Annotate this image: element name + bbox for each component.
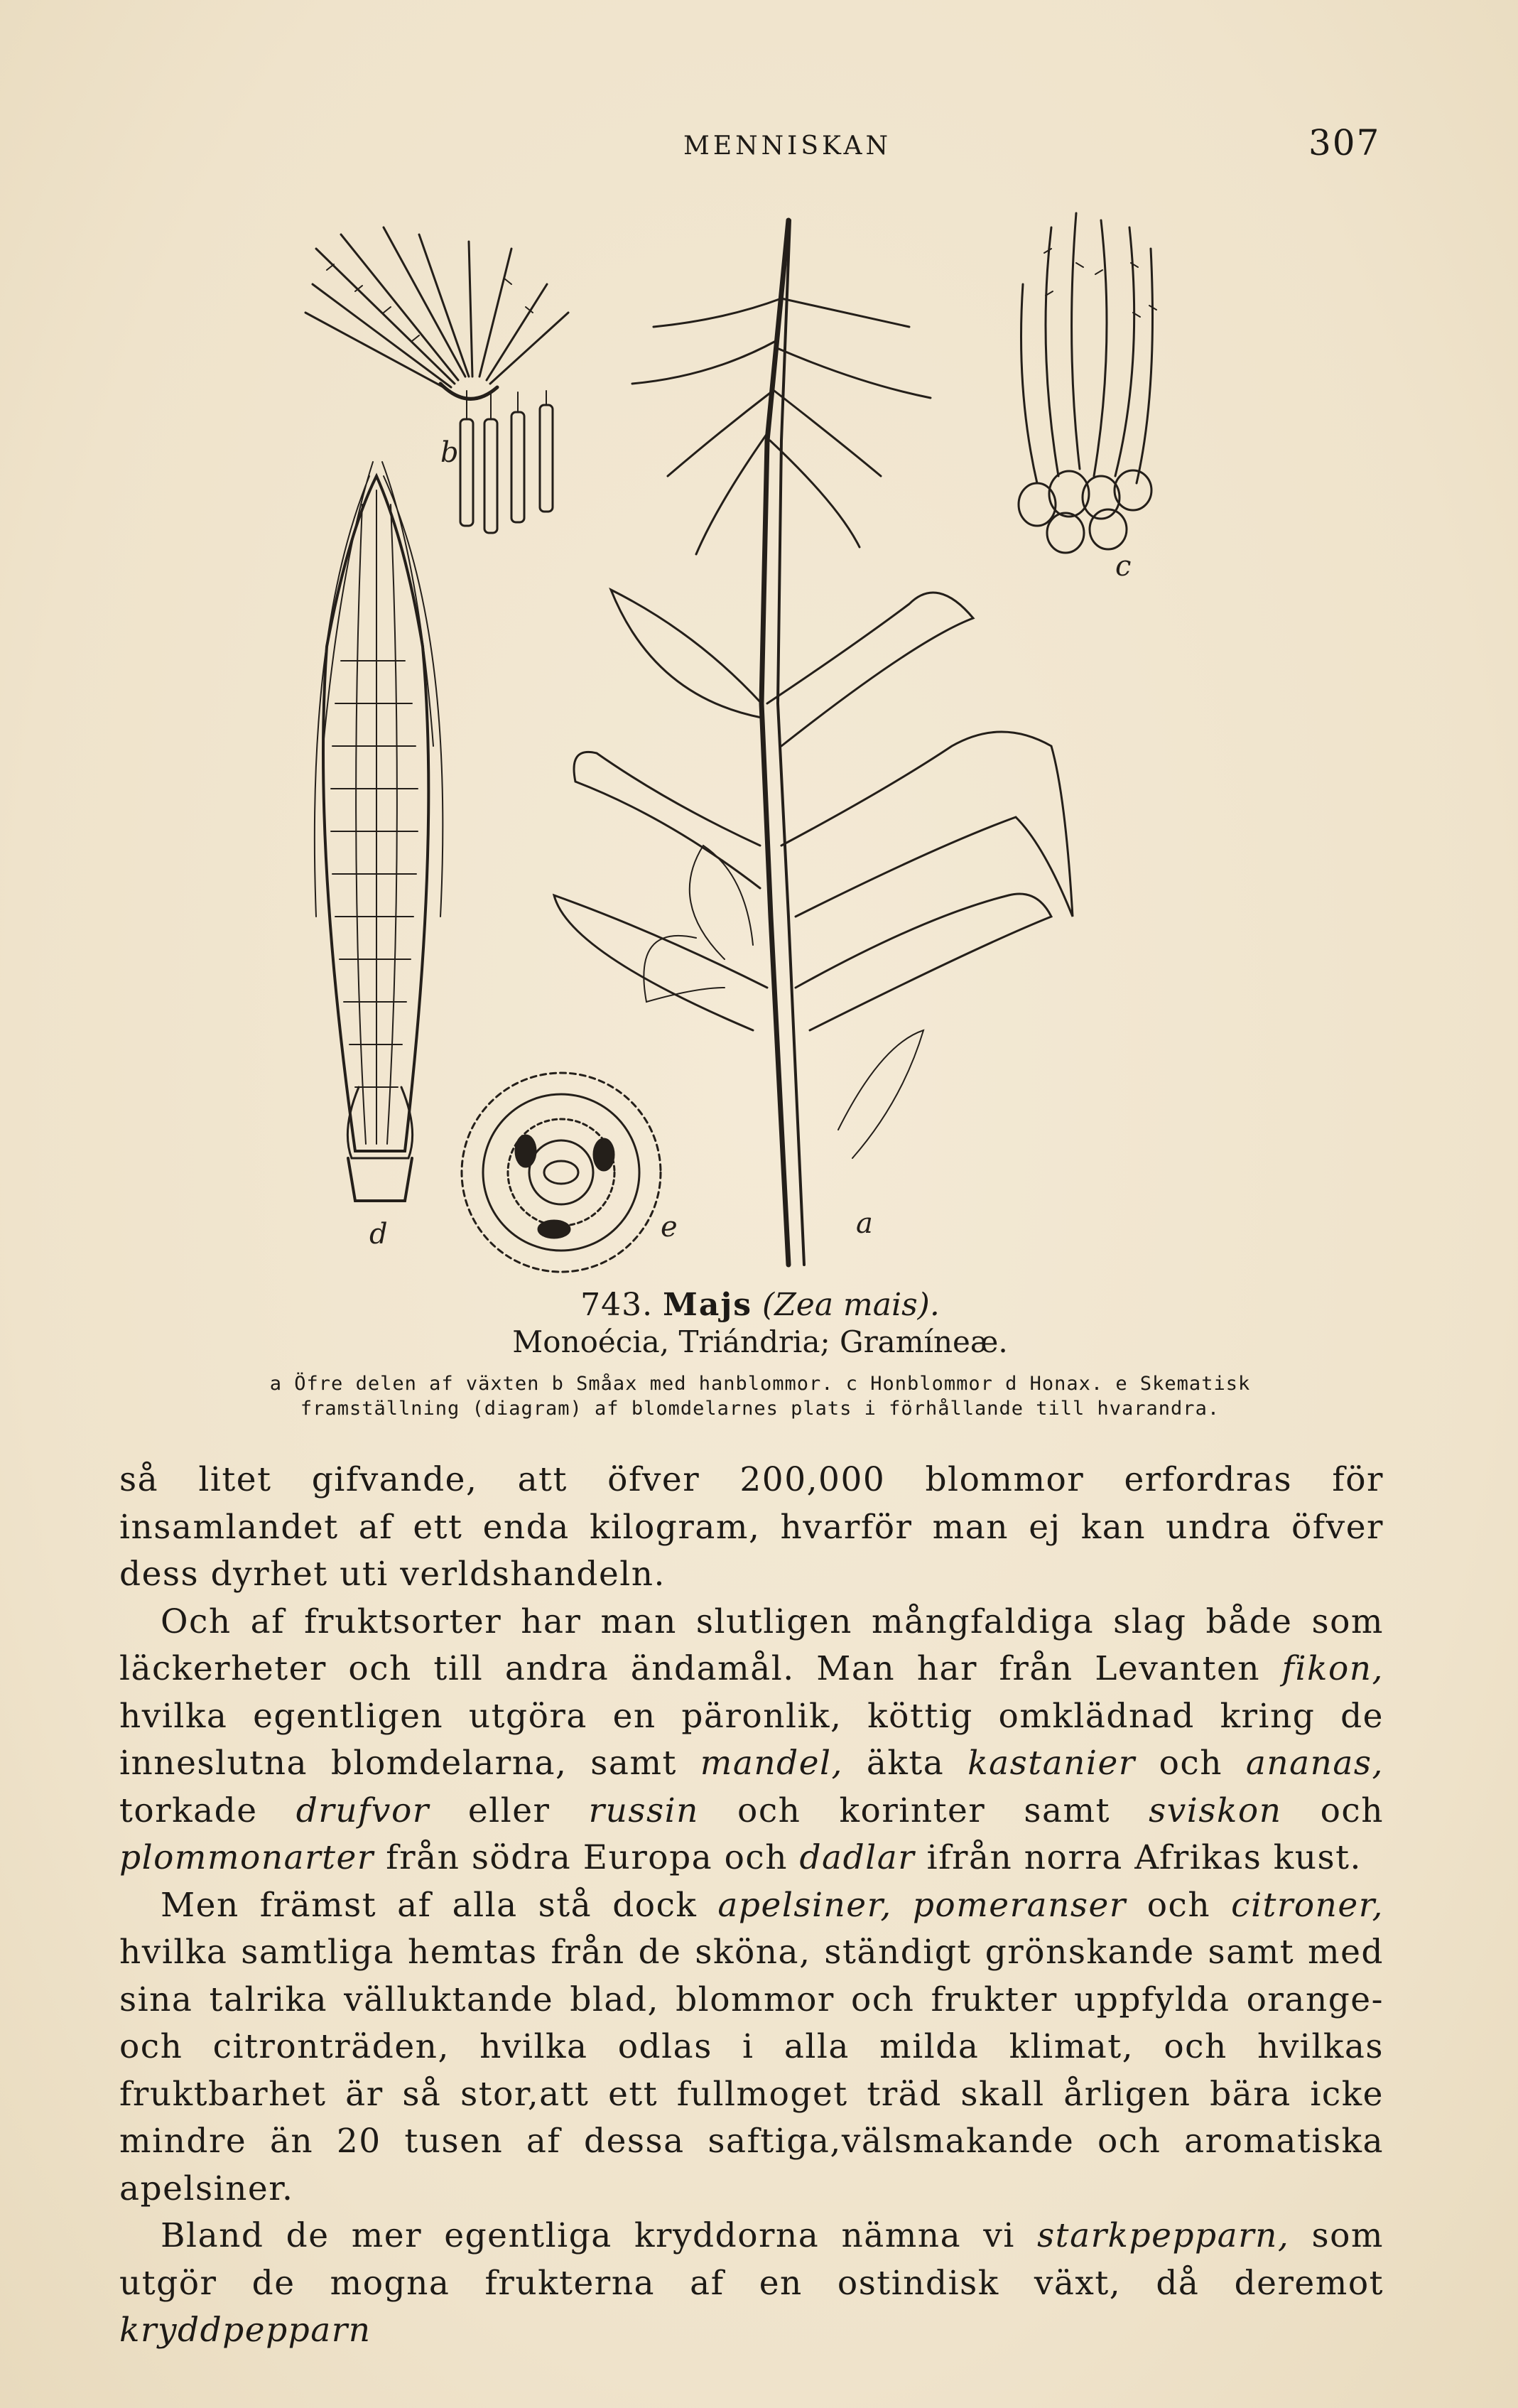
spikelet-drawing-b [305, 227, 568, 533]
body-text [119, 1457, 1384, 2355]
maize-engraving [298, 206, 1179, 1286]
figure-label-b: b [440, 436, 459, 469]
text-run: så litet gifvande, att öfver 200,000 blommor erfordras för insamlandet af ett enda kilogram, hvarför man ej kan undra öfver dess dyrhet uti verldshandeln. [119, 1460, 1384, 1594]
text-run: hvilka egentligen utgöra en päronlik, köttig omklädnad kring de inneslutna blomdelarna, samt [119, 1696, 1384, 1783]
figure-label-d: d [369, 1218, 388, 1251]
italic-term: dadlar [799, 1838, 916, 1877]
text-run: och [1281, 1791, 1384, 1830]
floral-diagram-e [462, 1073, 661, 1272]
text-run [892, 1886, 913, 1925]
caption-description: a Öfre delen af växten b Småax med hanblommor. c Honblommor d Honax. e Skematisk framställning (diagram) af blomdelarnes plats i förhållande till hvarandra. [269, 1373, 1251, 1420]
classification: Monoécia, Triándria; Gramíneæ. [512, 1324, 1008, 1359]
figure-label-c: c [1115, 550, 1132, 583]
figure-label-e: e [661, 1211, 678, 1243]
text-run: eller [429, 1791, 589, 1830]
figure-caption [256, 1286, 1264, 1421]
paragraph-4 [119, 2213, 1384, 2355]
female-flowers-drawing-c [1019, 213, 1156, 553]
plant-name: Majs [663, 1287, 753, 1323]
italic-term: citroner, [1231, 1885, 1384, 1925]
paragraph-3 [119, 1882, 1384, 2213]
running-title: MENNISKAN [683, 131, 891, 161]
corn-ear-drawing-d [315, 462, 443, 1201]
text-run: och [1135, 1744, 1246, 1783]
italic-term: russin [588, 1791, 699, 1830]
page-number: 307 [1308, 122, 1381, 163]
italic-term: drufvor [296, 1791, 430, 1830]
italic-term: kryddpepparn [119, 2311, 372, 2350]
italic-term: mandel, [700, 1744, 843, 1783]
italic-term: fikon, [1281, 1649, 1384, 1688]
italic-term: starkpepparn, [1037, 2216, 1290, 2255]
text-run: torkade [119, 1791, 296, 1830]
text-run: ifrån norra Afrikas kust. [915, 1838, 1362, 1877]
text-run: hvilka samtliga hemtas från de sköna, ständigt grönskande samt med sina talrika välluktande blad, blommor och frukter uppfylda orange- och citronträden, hvilka odlas i alla milda klimat, och hvilkas fruktbarhet är så stor,att ett fullmoget träd skall årligen bära icke mindre än 20 tusen af dessa saftiga,välsmakande och aromatiska apelsiner. [119, 1933, 1384, 2208]
italic-term: sviskon [1149, 1791, 1282, 1830]
figure-number: 743. [580, 1287, 654, 1323]
text-run: och [1126, 1885, 1232, 1925]
paragraph-1 [119, 1457, 1384, 1599]
maize-plant-drawing-a [554, 220, 1073, 1265]
maize-illustration [298, 206, 1179, 1286]
italic-term: plommonarter [119, 1838, 374, 1877]
text-run: äkta [843, 1744, 968, 1783]
italic-term: apelsiner, [717, 1885, 892, 1925]
text-run: och korinter samt [698, 1791, 1149, 1830]
italic-term: ananas, [1245, 1744, 1384, 1783]
caption-title [256, 1286, 1264, 1324]
text-run: från södra Europa och [374, 1838, 800, 1877]
text-run: Och af fruktsorter har man slutligen mångfaldiga slag både som läckerheter och till andra ändamål. Man har från Levanten [119, 1602, 1384, 1688]
text-run: Men främst af alla stå dock [161, 1885, 718, 1925]
italic-term: pomeranser [912, 1885, 1127, 1925]
italic-term: kastanier [967, 1744, 1136, 1783]
text-run: som utgör de mogna frukterna af en ostindisk växt, då deremot [119, 2216, 1384, 2303]
latin-name: (Zea mais). [762, 1287, 940, 1323]
text-run: Bland de mer egentliga kryddorna nämna vi [161, 2216, 1038, 2255]
paragraph-2 [119, 1599, 1384, 1882]
figure-label-a: a [856, 1207, 873, 1240]
